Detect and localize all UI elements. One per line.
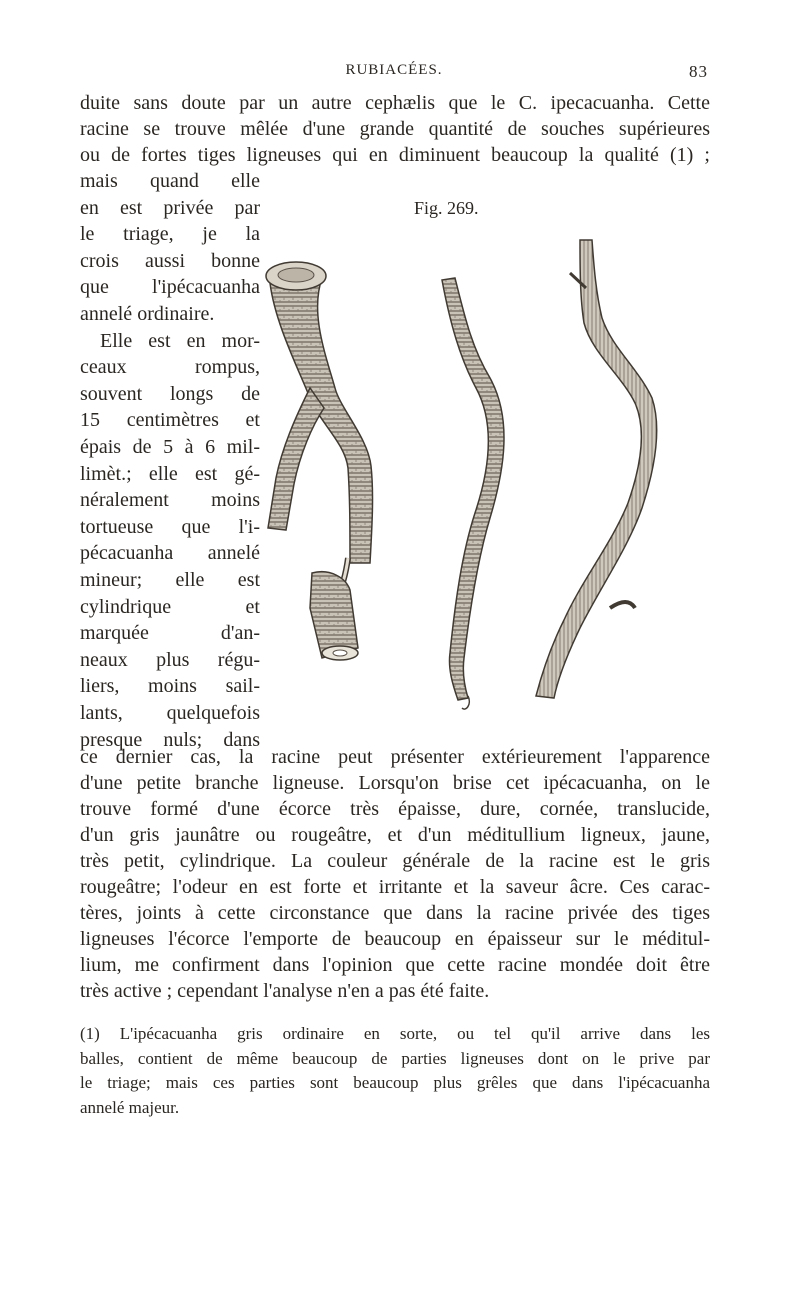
side-text-line: que l'ipécacuanha [80,276,260,299]
side-text-line: lants, quelquefois [80,702,260,724]
footnote-line: balles, contient de même beaucoup de parties ligneuses dont on le prive par [80,1048,710,1068]
side-text-line: cylindrique et [80,595,260,618]
side-text-line: 15 centimètres et [80,409,260,432]
text-line: ligneuses l'écorce l'emporte de beaucoup en épaisseur sur le méditul- [80,928,710,950]
side-text-line: mineur; elle est [80,569,260,591]
side-text-line: néralement moins [80,489,260,512]
text-line: lium, me confirment dans l'opinion que cette racine mondée doit être [80,954,710,976]
side-text-line: Elle est en mor- [100,329,260,352]
side-text-line: annelé ordinaire. [80,303,215,325]
footnote-line: (1) L'ipécacuanha gris ordinaire en sorte, ou tel qu'il arrive dans les [80,1024,710,1043]
side-text-line: le triage, je la [80,223,260,246]
running-title: RUBIACÉES. [345,62,443,78]
side-text-line: liers, moins sail- [80,675,260,698]
side-text-line: crois aussi bonne [80,249,260,272]
root-specimen-middle [442,278,504,709]
root-specimen-right [536,240,657,698]
side-text-line: ceaux rompus, [80,356,260,379]
running-head [80,62,708,84]
side-text-line: épais de 5 à 6 mil- [80,436,260,458]
side-text-line: tortueuse que l'i- [80,515,260,538]
side-text-line: mais quand elle [80,170,260,192]
text-line: tères, joints à cette circonstance que dans la racine privée des tiges [80,902,710,924]
text-line: trouve formé d'une écorce très épaisse, dure, cornée, translucide, [80,798,710,820]
side-text-line: neaux plus régu- [80,648,260,671]
footnote-line: annelé majeur. [80,1097,180,1117]
figure-caption: Fig. 269. [414,198,479,218]
text-line: d'une petite branche ligneuse. Lorsqu'on brise cet ipécacuanha, on le [80,772,710,794]
side-text-line: en est privée par [80,196,260,219]
text-line: racine se trouve mêlée d'une grande quantité de souches supérieures [80,118,710,140]
text-line: très active ; cependant l'analyse n'en a pas été faite. [80,980,490,1002]
page-number: 83 [689,62,708,81]
footnote-line: le triage; mais ces parties sont beaucoup plus grêles que dans l'ipécacuanha [80,1073,710,1092]
text-line: d'un gris jaunâtre ou rougeâtre, et d'un méditullium ligneux, jaune, [80,824,710,846]
text-line: très petit, cylindrique. La couleur générale de la racine est le gris [80,850,710,872]
side-text-line: presque nuls; dans [80,728,260,751]
text-line: ou de fortes tiges ligneuses qui en diminuent beaucoup la qualité (1) ; [80,144,710,166]
root-specimen-left [266,262,373,660]
text-line: duite sans doute par un autre cephælis que le C. ipecacuanha. Cette [80,92,710,114]
text-line: rougeâtre; l'odeur en est forte et irritante et la saveur âcre. Ces carac- [80,876,710,898]
text-line: ce dernier cas, la racine peut présenter extérieurement l'apparence [80,746,710,768]
figure-root-illustration [250,228,710,728]
side-text-line: marquée d'an- [80,622,260,645]
side-text-line: souvent longs de [80,382,260,405]
side-text-line: limèt.; elle est gé- [80,462,260,485]
side-text-line: pécacuanha annelé [80,542,260,565]
